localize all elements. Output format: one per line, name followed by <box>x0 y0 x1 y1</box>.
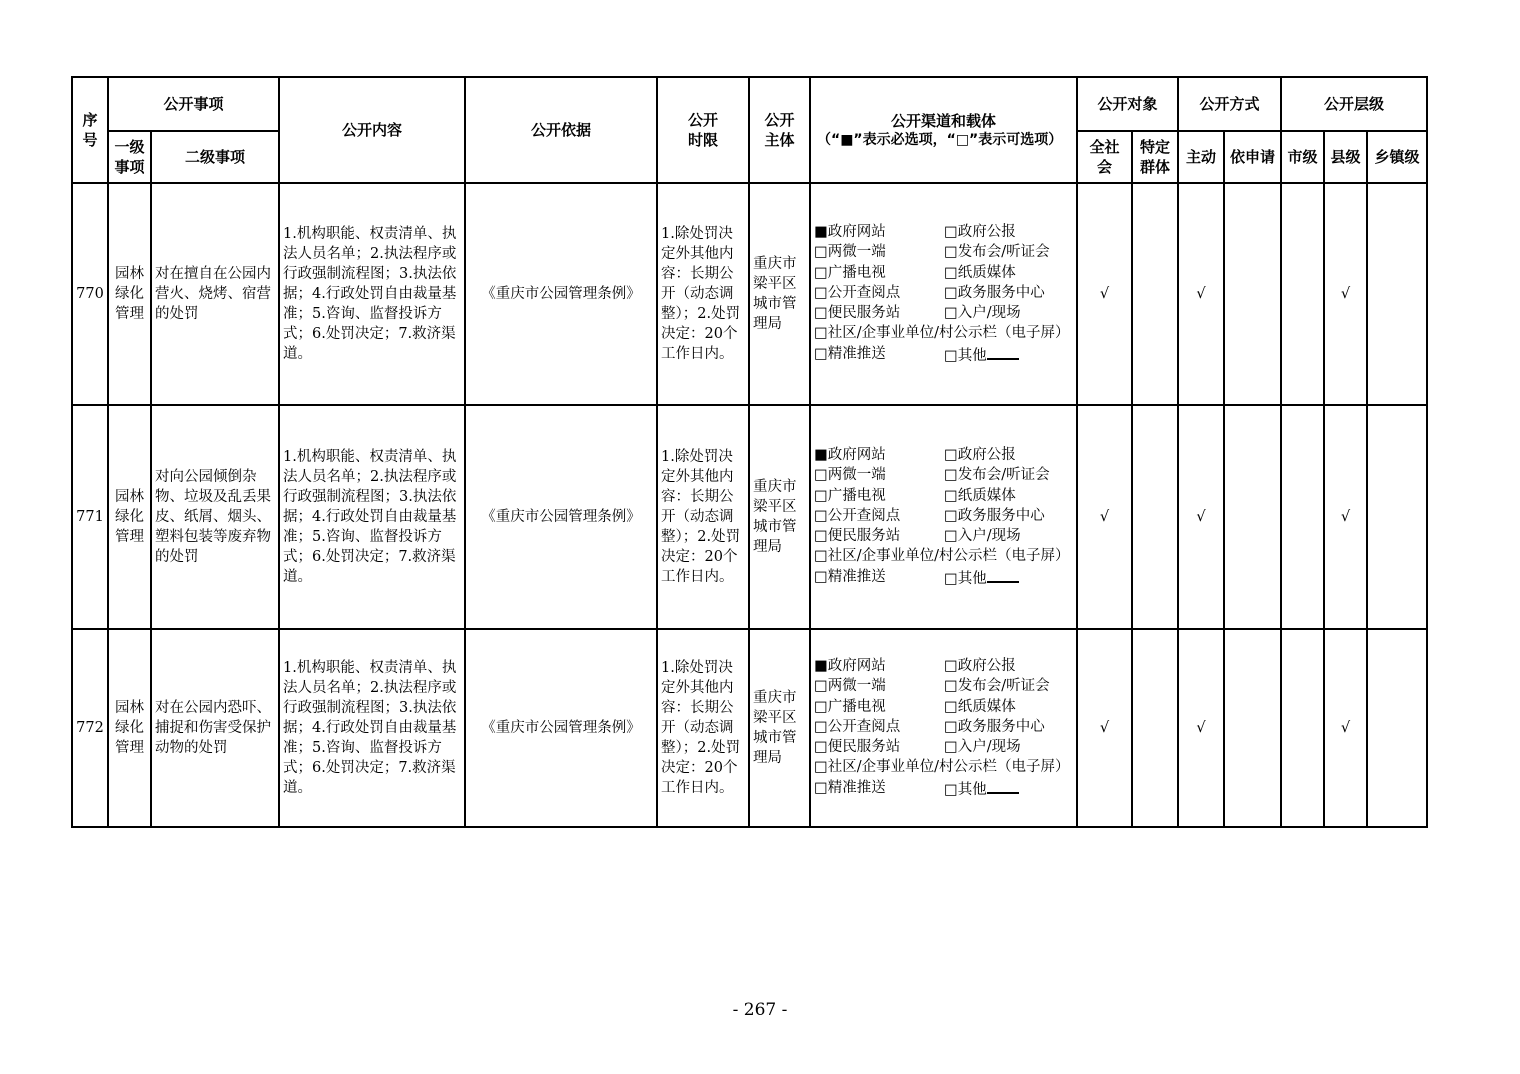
row-target-all: √ <box>1077 183 1132 405</box>
col-level-group-header: 公开层级 <box>1281 77 1427 131</box>
channel-option: □政务服务中心 <box>944 718 1045 735</box>
blank-line <box>987 567 1019 583</box>
row-level2: 对在公园内恐吓、捕捉和伤害受保护动物的处罚 <box>151 629 279 827</box>
row-level-city <box>1281 183 1324 405</box>
channel-other-label: □其他 <box>944 347 987 364</box>
channel-community: □社区/企事业单位/村公示栏（电子屏） <box>814 325 1070 342</box>
channels-title: 公开渠道和载体 <box>890 111 996 130</box>
row-level2: 对向公园倾倒杂物、垃圾及乱丢果皮、纸屑、烟头、塑料包装等废弃物的处罚 <box>151 405 279 629</box>
row-level1: 园林绿化管理 <box>108 183 151 405</box>
header-row-1 <box>72 77 1427 131</box>
channel-other-label: □其他 <box>944 781 987 798</box>
channel-option: □公开查阅点 <box>814 284 901 301</box>
row-target-specific <box>1132 629 1178 827</box>
channel-option: □发布会/听证会 <box>944 244 1050 261</box>
channel-option: ■政府网站 <box>814 446 886 463</box>
channel-option: □两微一端 <box>814 244 886 261</box>
row-method-active: √ <box>1178 183 1224 405</box>
col-target-all-header: 全社会 <box>1077 131 1132 183</box>
channel-option: □纸质媒体 <box>944 698 1016 715</box>
col-subject-header: 公开主体 <box>749 77 810 183</box>
row-time-limit: 1.除处罚决定外其他内容：长期公开（动态调整）；2.处罚决定：20个工作日内。 <box>657 629 749 827</box>
col-content-header: 公开内容 <box>279 77 465 183</box>
channel-option: □政务服务中心 <box>944 507 1045 524</box>
row-content: 1.机构职能、权责清单、执法人员名单；2.执法程序或行政强制流程图；3.执法依据；4.行政处罚自由裁量基准；5.咨询、监督投诉方式；6.处罚决定；7.救济渠道。 <box>279 183 465 405</box>
channel-option: □广播电视 <box>814 698 886 715</box>
col-method-active-header: 主动 <box>1178 131 1224 183</box>
row-channels <box>810 183 1077 405</box>
channel-option: □入户/现场 <box>944 739 1021 756</box>
row-basis: 《重庆市公园管理条例》 <box>465 405 657 629</box>
channel-option: □广播电视 <box>814 487 886 504</box>
row-seq: 772 <box>72 629 108 827</box>
row-level-city <box>1281 629 1324 827</box>
table-row <box>72 183 1427 405</box>
channel-option: □入户/现场 <box>944 528 1021 545</box>
row-level-town <box>1367 405 1427 629</box>
row-content: 1.机构职能、权责清单、执法人员名单；2.执法程序或行政强制流程图；3.执法依据；4.行政处罚自由裁量基准；5.咨询、监督投诉方式；6.处罚决定；7.救济渠道。 <box>279 405 465 629</box>
col-level-town-header: 乡镇级 <box>1367 131 1427 183</box>
channel-push: □精准推送 <box>814 345 886 362</box>
channel-option: ■政府网站 <box>814 223 886 240</box>
row-target-specific <box>1132 405 1178 629</box>
row-method-active: √ <box>1178 405 1224 629</box>
row-target-specific <box>1132 183 1178 405</box>
row-level-city <box>1281 405 1324 629</box>
col-level2-header: 二级事项 <box>151 131 279 183</box>
col-method-apply-header: 依申请 <box>1224 131 1281 183</box>
channel-push: □精准推送 <box>814 568 886 585</box>
row-level1: 园林绿化管理 <box>108 405 151 629</box>
row-target-all: √ <box>1077 629 1132 827</box>
channel-option: □两微一端 <box>814 467 886 484</box>
row-subject: 重庆市梁平区城市管理局 <box>749 183 810 405</box>
channel-option: □公开查阅点 <box>814 507 901 524</box>
col-target-group-header: 公开对象 <box>1077 77 1178 131</box>
table-row <box>72 405 1427 629</box>
channel-option: □两微一端 <box>814 678 886 695</box>
col-channels-header <box>810 77 1077 183</box>
blank-line <box>987 778 1019 794</box>
col-level1-header: 一级事项 <box>108 131 151 183</box>
channel-other <box>944 567 1072 589</box>
channels-note: （“■”表示必选项，“□”表示可选项） <box>817 131 1063 148</box>
channel-option: □便民服务站 <box>814 528 901 545</box>
row-level1: 园林绿化管理 <box>108 629 151 827</box>
row-time-limit: 1.除处罚决定外其他内容：长期公开（动态调整）；2.处罚决定：20个工作日内。 <box>657 405 749 629</box>
channel-option: □入户/现场 <box>944 305 1021 322</box>
channel-option: □政府公报 <box>944 446 1016 463</box>
table-row <box>72 629 1427 827</box>
channel-option: □纸质媒体 <box>944 264 1016 281</box>
disclosure-table <box>71 76 1428 828</box>
channel-community: □社区/企事业单位/村公示栏（电子屏） <box>814 759 1070 776</box>
channel-option: □政府公报 <box>944 657 1016 674</box>
row-method-apply <box>1224 405 1281 629</box>
row-level-town <box>1367 183 1427 405</box>
channel-other-label: □其他 <box>944 570 987 587</box>
channel-option: □广播电视 <box>814 264 886 281</box>
row-content: 1.机构职能、权责清单、执法人员名单；2.执法程序或行政强制流程图；3.执法依据；4.行政处罚自由裁量基准；5.咨询、监督投诉方式；6.处罚决定；7.救济渠道。 <box>279 629 465 827</box>
row-level-town <box>1367 629 1427 827</box>
col-item-group-header: 公开事项 <box>108 77 279 131</box>
channel-community: □社区/企事业单位/村公示栏（电子屏） <box>814 548 1070 565</box>
col-time-limit-header: 公开时限 <box>657 77 749 183</box>
col-level-city-header: 市级 <box>1281 131 1324 183</box>
row-level-county: √ <box>1324 629 1367 827</box>
channel-push: □精准推送 <box>814 779 886 796</box>
row-channels <box>810 629 1077 827</box>
channel-other <box>944 344 1072 366</box>
row-seq: 770 <box>72 183 108 405</box>
col-target-specific-header: 特定群体 <box>1132 131 1178 183</box>
row-subject: 重庆市梁平区城市管理局 <box>749 405 810 629</box>
channel-option: □便民服务站 <box>814 305 901 322</box>
page-number: - 267 - <box>732 1000 788 1020</box>
channel-option: □公开查阅点 <box>814 718 901 735</box>
col-method-group-header: 公开方式 <box>1178 77 1281 131</box>
row-level-county: √ <box>1324 183 1367 405</box>
row-basis: 《重庆市公园管理条例》 <box>465 629 657 827</box>
row-channels <box>810 405 1077 629</box>
channel-option: □发布会/听证会 <box>944 467 1050 484</box>
channel-option: ■政府网站 <box>814 657 886 674</box>
row-method-apply <box>1224 183 1281 405</box>
col-basis-header: 公开依据 <box>465 77 657 183</box>
row-seq: 771 <box>72 405 108 629</box>
channel-other <box>944 778 1072 800</box>
row-level2: 对在擅自在公园内营火、烧烤、宿营的处罚 <box>151 183 279 405</box>
channel-option: □便民服务站 <box>814 739 901 756</box>
row-time-limit: 1.除处罚决定外其他内容：长期公开（动态调整）；2.处罚决定：20个工作日内。 <box>657 183 749 405</box>
row-method-active: √ <box>1178 629 1224 827</box>
row-subject: 重庆市梁平区城市管理局 <box>749 629 810 827</box>
channel-option: □政务服务中心 <box>944 284 1045 301</box>
channel-option: □政府公报 <box>944 223 1016 240</box>
row-method-apply <box>1224 629 1281 827</box>
row-basis: 《重庆市公园管理条例》 <box>465 183 657 405</box>
channel-option: □发布会/听证会 <box>944 678 1050 695</box>
col-level-county-header: 县级 <box>1324 131 1367 183</box>
channel-option: □纸质媒体 <box>944 487 1016 504</box>
blank-line <box>987 344 1019 360</box>
row-target-all: √ <box>1077 405 1132 629</box>
col-seq-header: 序号 <box>72 77 108 183</box>
row-level-county: √ <box>1324 405 1367 629</box>
